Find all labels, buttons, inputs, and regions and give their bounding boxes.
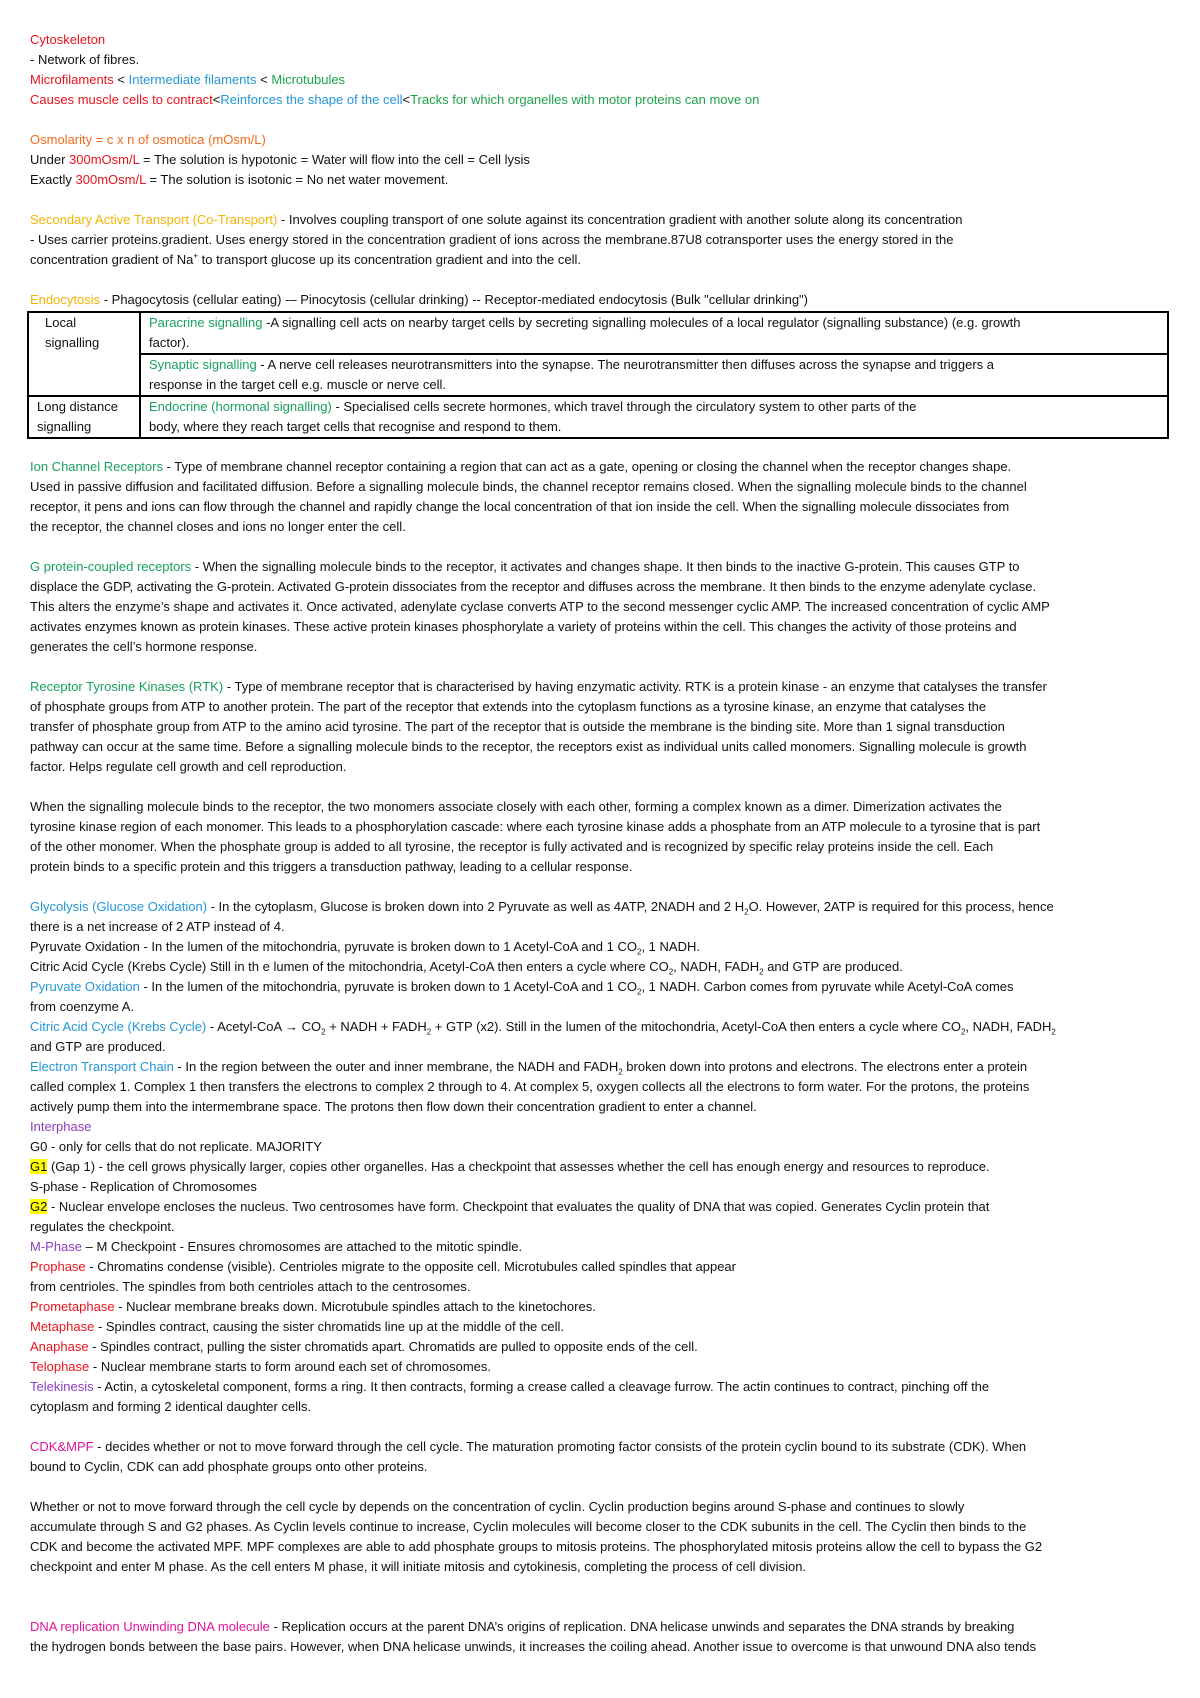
cytoskeleton-heading: Cytoskeleton bbox=[30, 32, 106, 47]
gpcr-line2: displace the GDP, activating the G-protein. Activated G-protein dissociates from the receptor and diffuses across the membrane. It then binds to the enzyme adenylate cyclase. bbox=[30, 579, 1037, 594]
rtk-dimer-line2: tyrosine kinase region of each monomer. This leads to a phosphorylation cascade: where each tyrosine kinase adds a phosphate from an ATP molecule to a tyrosine that is part bbox=[30, 819, 1041, 834]
signalling-table bbox=[27, 311, 1169, 439]
prophase-line2: from centrioles. The spindles from both centrioles attach to the centrosomes. bbox=[30, 1279, 471, 1294]
ion-channel-line2: Used in passive diffusion and facilitated diffusion. Before a signalling molecule binds, the channel receptor remains closed. When the signalling molecule binds to the channel bbox=[30, 479, 1027, 494]
rtk-line5: factor. Helps regulate cell growth and cell reproduction. bbox=[30, 759, 347, 774]
etc-line3: actively pump them into the intermembrane space. The protons then flow down their concentration gradient to enter a channel. bbox=[30, 1099, 757, 1114]
ion-channel-line4: the receptor, the channel closes and ions no longer enter the cell. bbox=[30, 519, 406, 534]
secondary-transport-line3: concentration gradient of Na+ to transport glucose up its concentration gradient and into the cell. bbox=[30, 251, 582, 267]
telophase-line: Telophase - Nuclear membrane starts to form around each set of chromosomes. bbox=[30, 1359, 491, 1374]
synaptic-cell: Synaptic signalling - A nerve cell releases neurotransmitters into the synapse. The neurotransmitter then diffuses across the synapse and triggers a response in the target cell e.g. muscle or nerve cell. bbox=[140, 354, 1168, 396]
ion-channel-para: Ion Channel Receptors - Type of membrane channel receptor containing a region that can act as a gate, opening or closing the channel when the receptor changes shape. bbox=[30, 459, 1012, 474]
endocrine-cell: Endocrine (hormonal signalling) - Specialised cells secrete hormones, which travel through the circulatory system to other parts of the body, where they reach target cells that recognise and respond to them. bbox=[140, 396, 1168, 438]
osmolarity-line2: Exactly 300mOsm/L = The solution is isotonic = No net water movement. bbox=[30, 172, 449, 187]
g2-line: G2 - Nuclear envelope encloses the nucleus. Two centrosomes have form. Checkpoint that evaluates the quality of DNA that was copied. Generates Cyclin protein that bbox=[30, 1199, 990, 1214]
etc-line2: called complex 1. Complex 1 then transfers the electrons to complex 2 through to 4. At complex 5, oxygen collects all the electrons to form water. For the protons, the proteins bbox=[30, 1079, 1030, 1094]
secondary-transport-line2: - Uses carrier proteins.gradient. Uses energy stored in the concentration gradient of ions across the membrane.87U8 cotransporter uses the energy stored in the bbox=[30, 232, 954, 247]
local-signalling-label: Local signalling bbox=[28, 312, 140, 396]
cytoskeleton-types: Microfilaments < Intermediate filaments < Microtubules bbox=[30, 72, 346, 87]
telekinesis-line: Telekinesis - Actin, a cytoskeletal component, forms a ring. It then contracts, forming a crease called a cleavage furrow. The actin continues to contract, pinching off the bbox=[30, 1379, 990, 1394]
long-distance-signalling-label: Long distance signalling bbox=[28, 396, 140, 438]
paracrine-cell: Paracrine signalling -A signalling cell acts on nearby target cells by secreting signalling molecules of a local regulator (signalling substance) (e.g. growth factor). bbox=[140, 312, 1168, 354]
gpcr-line4: activates enzymes known as protein kinases. These active protein kinases phosphorylate a variety of proteins within the cell. This changes the activity of those proteins and bbox=[30, 619, 1017, 634]
g2-line2: regulates the checkpoint. bbox=[30, 1219, 175, 1234]
glycolysis-para: Glycolysis (Glucose Oxidation) - In the cytoplasm, Glucose is broken down into 2 Pyruvate as well as 4ATP, 2NADH and 2 $H_2O$. However, 2ATP is required for this process, hence bbox=[30, 899, 1054, 917]
glycolysis-line2: there is a net increase of 2 ATP instead of 4. bbox=[30, 919, 285, 934]
rtk-line4: pathway can occur at the same time. Before a signalling molecule binds to the receptor, the receptors exist as individual units called monomers. Signalling molecule is growth bbox=[30, 739, 1027, 754]
gpcr-line3: This alters the enzyme’s shape and activates it. Once activated, adenylate cyclase converts ATP to the second messenger cyclic AMP. The increased concentration of cyclic AMP bbox=[30, 599, 1050, 614]
rtk-dimer-line3: of the other monomer. When the phosphate group is added to all tyrosine, the receptor is fully activated and is recognized by specific relay proteins inside the cell. Each bbox=[30, 839, 994, 854]
rtk-para: Receptor Tyrosine Kinases (RTK) - Type of membrane receptor that is characterised by having enzymatic activity. RTK is a protein kinase - an enzyme that catalyses the transfer bbox=[30, 679, 1047, 694]
rtk-line3: transfer of phosphate group from ATP to the amino acid tyrosine. The part of the receptor that is outside the membrane is the binding site. More than 1 signal transduction bbox=[30, 719, 1005, 734]
cdk-p2-line2: accumulate through S and G2 phases. As Cyclin levels continue to increase, Cyclin molecules will become closer to the CDK subunits in the cell. The Cyclin then binds to the bbox=[30, 1519, 1027, 1534]
pyruvate-line2: from coenzyme A. bbox=[30, 999, 135, 1014]
prophase-line: Prophase - Chromatins condense (visible). Centrioles migrate to the opposite cell. Microtubules called spindles that appear bbox=[30, 1259, 736, 1274]
prometaphase-line: Prometaphase - Nuclear membrane breaks down. Microtubule spindles attach to the kinetochores. bbox=[30, 1299, 596, 1314]
citric-plain-line: Citric Acid Cycle (Krebs Cycle) Still in th e lumen of the mitochondria, Acetyl-CoA then enters a cycle where $CO_2$, NADH, $FADH_2$ and GTP are produced. bbox=[30, 959, 903, 977]
cdk-p2-line4: checkpoint and enter M phase. As the cell enters M phase, it will initiate mitosis and cytokinesis, completing the process of cell division. bbox=[30, 1559, 807, 1574]
g0-line: G0 - only for cells that do not replicate. MAJORITY bbox=[30, 1139, 322, 1154]
endocytosis-line: Endocytosis - Phagocytosis (cellular eating) -– Pinocytosis (cellular drinking) -- Receptor-mediated endocytosis (Bulk "cellular drinking") bbox=[30, 292, 808, 307]
citric-line2: and GTP are produced. bbox=[30, 1039, 166, 1054]
telekinesis-line2: cytoplasm and forming 2 identical daughter cells. bbox=[30, 1399, 312, 1414]
g1-line: G1 (Gap 1) - the cell grows physically larger, copies other organelles. Has a checkpoint that assesses whether the cell has enough energy and resources to reproduce. bbox=[30, 1159, 990, 1174]
cdk-line2: bound to Cyclin, CDK can add phosphate groups onto other proteins. bbox=[30, 1459, 428, 1474]
osmolarity-line1: Under 300mOsm/L = The solution is hypotonic = Water will flow into the cell = Cell lysis bbox=[30, 152, 530, 167]
cytoskeleton-line1: - Network of fibres. bbox=[30, 52, 140, 67]
cytoskeleton-functions: Causes muscle cells to contract<Reinforces the shape of the cell<Tracks for which organelles with motor proteins can move on bbox=[30, 92, 760, 107]
arrow-icon: → bbox=[285, 1019, 299, 1034]
etc-para: Electron Transport Chain - In the region between the outer and inner membrane, the NADH and $FADH_2$ broken down into protons and electrons. The electrons enter a protein bbox=[30, 1059, 1028, 1077]
rtk-line2: of phosphate groups from ATP to another protein. The part of the receptor that extends into the cytoplasm functions as a tyrosine kinase, an enzyme that catalyses the bbox=[30, 699, 987, 714]
interphase-heading: Interphase bbox=[30, 1119, 92, 1134]
metaphase-line: Metaphase - Spindles contract, causing the sister chromatids line up at the middle of the cell. bbox=[30, 1319, 565, 1334]
m-phase-line: M-Phase – M Checkpoint - Ensures chromosomes are attached to the mitotic spindle. bbox=[30, 1239, 523, 1254]
pyruvate-plain-line: Pyruvate Oxidation - In the lumen of the mitochondria, pyruvate is broken down to 1 Acetyl-CoA and 1 $CO_2$, 1 NADH. bbox=[30, 939, 700, 957]
secondary-transport-para: Secondary Active Transport (Co-Transport) - Involves coupling transport of one solute against its concentration gradient with another solute along its concentration bbox=[30, 212, 963, 227]
osmolarity-heading: Osmolarity = c x n of osmotica (mOsm/L) bbox=[30, 132, 266, 147]
citric-para: Citric Acid Cycle (Krebs Cycle) - Acetyl-CoA → $CO_2$ + NADH + $FADH_2$ + GTP (x2). Still in the lumen of the mitochondria, Acetyl-CoA then enters a cycle where $CO_2$, NADH, $FADH_2$ bbox=[30, 1019, 1056, 1037]
rtk-dimer-line4: protein binds to a specific protein and this triggers a transduction pathway, leading to a cellular response. bbox=[30, 859, 633, 874]
secondary-transport-heading: Secondary Active Transport (Co-Transport) bbox=[30, 212, 278, 227]
ion-channel-line3: receptor, it pens and ions can flow through the channel and rapidly change the local concentration of that ion inside the cell. When the signalling molecule dissociates from bbox=[30, 499, 1010, 514]
rtk-dimer-line1: When the signalling molecule binds to the receptor, the two monomers associate closely with each other, forming a complex known as a dimer. Dimerization activates the bbox=[30, 799, 1002, 814]
pyruvate-para: Pyruvate Oxidation - In the lumen of the mitochondria, pyruvate is broken down to 1 Acetyl-CoA and 1 $CO_2$, 1 NADH. Carbon comes from pyruvate while Acetyl-CoA comes bbox=[30, 979, 1014, 997]
dna-line2: the hydrogen bonds between the base pairs. However, when DNA helicase unwinds, it increases the coiling ahead. Another issue to overcome is that unwound DNA also tends bbox=[30, 1639, 1036, 1654]
s-phase-line: S-phase - Replication of Chromosomes bbox=[30, 1179, 257, 1194]
gpcr-para: G protein-coupled receptors - When the signalling molecule binds to the receptor, it activates and changes shape. It then binds to the inactive G-protein. This causes GTP to bbox=[30, 559, 1020, 574]
cdk-p2-line1: Whether or not to move forward through the cell cycle by depends on the concentration of cyclin. Cyclin production begins around S-phase and continues to slowly bbox=[30, 1499, 965, 1514]
anaphase-line: Anaphase - Spindles contract, pulling the sister chromatids apart. Chromatids are pulled to opposite ends of the cell. bbox=[30, 1339, 698, 1354]
gpcr-line5: generates the cell’s hormone response. bbox=[30, 639, 258, 654]
cdk-p2-line3: CDK and become the activated MPF. MPF complexes are able to add phosphate groups to mitosis proteins. The phosphorylated mitosis proteins allow the cell to bypass the G2 bbox=[30, 1539, 1043, 1554]
endocytosis-heading: Endocytosis bbox=[30, 292, 101, 307]
cdk-para: CDK&MPF - decides whether or not to move forward through the cell cycle. The maturation promoting factor consists of the protein cyclin bound to its substrate (CDK). When bbox=[30, 1439, 1027, 1454]
dna-para: DNA replication Unwinding DNA molecule - Replication occurs at the parent DNA’s origins of replication. DNA helicase unwinds and separates the DNA strands by breaking bbox=[30, 1619, 1015, 1634]
